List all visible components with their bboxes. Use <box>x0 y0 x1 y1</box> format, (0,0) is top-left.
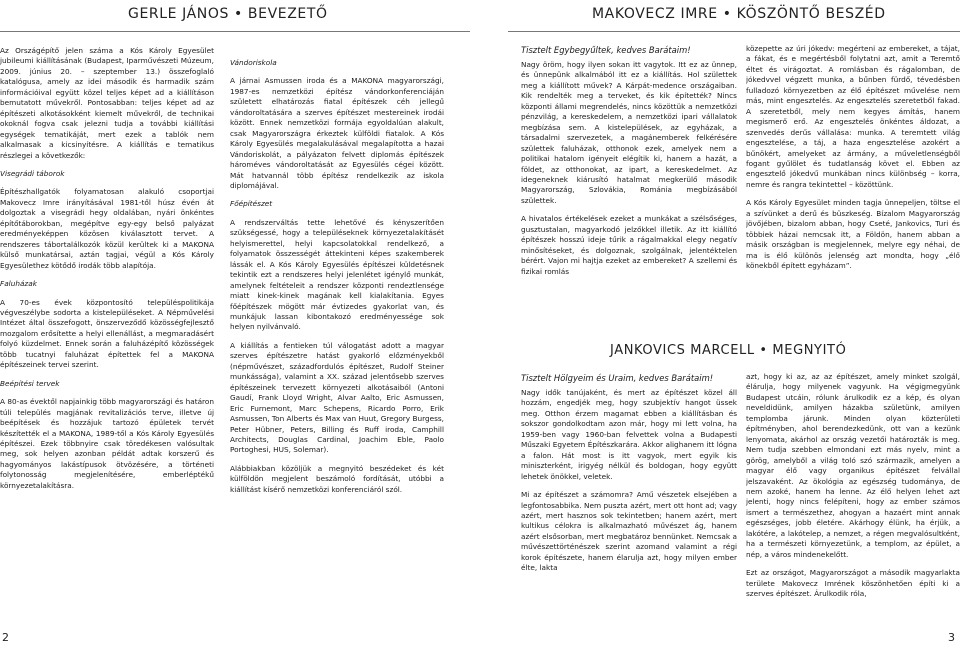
right-page-number: 3 <box>948 631 955 644</box>
exhibition-paragraph: A kiállítás a fentieken túl válogatást adott a magyar szerves építészetre hatást gyakorló előzményekből (népművészet, századfordulós építészet, Rudolf Steiner munkássága), valamint a XX. század jelentősebb szerves építészeinek tervezett környezeti alkotásaiból (Antoni Gaudí, Frank Lloyd Wright, Alvar Aalto, Eric Asmussen, Eric Furnemont, Marc Schepens, Ricardo Porro, Erik Asmussen, Ton Alberts és Max van Huut, Gregory Burgess, Peter Hübner, Peters, Billing és Ruff iroda, Camphill Architects, Douglas Cardinal, Joachim Eble, Paolo Portoghesi, HUS, Solemar). <box>230 340 444 455</box>
section-title-beepitesi: Beépítési tervek <box>0 378 60 388</box>
intro-paragraph: Az Országépítő jelen száma a Kós Károly Egyesület jubileumi kiállításának (Budapest, Iparművészeti Múzeum, 2009. június 20. – szeptember 13.) összefoglaló katalógusa, amely az idei második és harmadik szám információival együtt közel teljes képet ad a kiállításon bemutatott művekről. Pontosabban: teljes képet ad az építészeti alkotásokként kiemelt művekről, de technikai okoknál fogva csak jelezni tudja a további kiállítási egységek tematikáját, mert ezek a tablók nem alkalmasak a kicsinyítésre. A kiállítás e tematikus részlegei a következők: <box>0 46 214 160</box>
section-title-vandoriskola: Vándoriskola <box>230 58 277 67</box>
makovecz-paragraph-4: A Kós Károly Egyesület minden tagja ünnepeljen, töltse el a szívünket a derű és büszkeség. Bízalom Magyarország jövőjében, bizalom abban, hogy Cseté, Jankovics, Turi és többiek házai nemcsak itt, a Földön, hanem abban a másik országban is megjelennek, melyre egy néhai, de ma is élő különös jelenség azt mondta, hogy „élő könekből épített egyházam”. <box>746 198 960 271</box>
section-text-beepitesi: A 80-as évektől napjainkig több magyarországi és határon túli település magjának revitalizációs terve, illetve új beépítések és hozzájuk tartozó épületek tervét készítették el a MAKONA, 1989-től a Kós Károly Egyesülés építészei. Ezek többnyire csak töredékesen valósultak meg, sok helyen azonban példát adtak korszerű és hagyományos lakástípusok ötvözésére, a történeti folytonosság megjelenítésére, emberléptékű környezetalakításra. <box>0 397 214 490</box>
section-text-faluhazak: A 70-es évek központosító településpolitikája végveszélybe sodorta a kistelepüléseket. A Népművelési Intézet által összefogott, önszerveződő közösségfejlesztő mozgalom erősítette a helyi ellenállást, a megmaradásért folyó küzdelmet. Ennek során a faluházépítő közösségek több tucatnyi faluházat építettek fel a MAKONA építészeinek tervei szerint. <box>0 297 214 370</box>
section-text-foepiteszet: A rendszerváltás tette lehetővé és kényszerítően szükségessé, hogy a településeknek környezetalakításét helyismerettel, helyi kapcsolatokkal rendelkező, a folyamatok összességét áttekinteni képes szakemberek lássák el. A Kós Károly Egyesülés építészei küldetésnek tekintik ezt a rendszeres helyi jelenlétet igénylő munkát, amelynek feltételeit a rendszer központi rendeztlensége miatt kinek-kinek magának kell kialakítania. Egyes főépítészek mögött már évtizedes gyakorlat van, és munkájuk lassan kibontakozó eredményessége sok helyen nyilvánvaló. <box>230 217 444 332</box>
left-page-number: 2 <box>2 631 9 644</box>
section-text-vandoriskola: A járnai Asmussen iroda és a MAKONA magyarországi, 1987-es nemzetközi építész vándorkonferenciáján született elhatározás fiatal építészek céh jellegű vándoroltatására a szerves építészet mestereinek irodái között. Ennek nemzetközi formája egyoldalúan alakult, csak Magyarországra érkeztek külföldi fiatalok. A Kós Károly Egyesülés megalakulásával megalapította a hazai Vándoriskolát, a pályázaton felvett diplomás építészek hároméves vándoroltatását az Egyesülés cégei között. Mát hatvannál több építész rendelkezik az iskola diplomájával. <box>230 76 444 190</box>
section-title-faluhazak: Faluházak <box>0 279 37 289</box>
right-column-3-lower <box>521 372 737 617</box>
left-column-2 <box>230 58 444 618</box>
jankovics-greeting: Tisztelt Hölgyeim és Uraim, kedves Barátaim! <box>521 373 714 383</box>
right-column-3 <box>521 44 737 324</box>
jankovics-paragraph-1: Nagy idők tanújaként, és mert az építészet közel áll hozzám, engedjék meg, hogy szubjektív hangot üssek meg. Otthon érzem magamat ebben a kiállításban és sokszor gondolkodtam azon már, hogy mi lett volna, ha 1959-ben vagy 1960-ban felvettek volna a Budapesti Műszaki Egyetem Építészkarára. Akkor alighanem itt lógna a falon. Hát most is itt vagyok, mert egyik kis miniszterként, irigyég nélkül és boldogan, hogy együtt lehetek önökkel, veletek. <box>521 388 737 481</box>
right-column-4 <box>746 44 960 329</box>
left-page-header: GERLE JÁNOS • BEVEZETŐ <box>128 6 328 22</box>
jankovics-paragraph-2: Mi az építészet a számomra? Amű vészetek elsejében a legfontosabbika. Nem puszta azért, mert ott hont ad; vagy azért, mert hasznos sok tekintetben; hanem azért, mert kultikus célokra is alkalmazható művészet ág, hanem azért elsősorban, mert megbatároz bennünket. Nemcsak a művészettörténészek szerint azomand valamint a régi korok építészete, hanem élarulja azt, hogy milyen ember élte, lakta <box>521 490 737 573</box>
section-text-visegradi: Építészhallgatók folyamatosan alakuló csoportjai Makovecz Imre irányításával 1981-től húsz évén át dolgoztak a visegrádi hegy oldalában, nyári önkéntes építőtáborokban, megépítve egy-egy belső palyázat eredményeképpen közösen kiválasztott tervet. A rendszeres tábortalálkozók közül kerültek ki a MAKONA külső munkatársai, aztán tagjai, végül a Kós Károly Egyesülethez kötődő irodák több alapítója. <box>0 187 214 270</box>
closing-paragraph: Alábbiakban közöljük a megnyitó beszédeket és két külföldön megjelent beszámoló fordítását, utóbbi a kiállítást kísérő nemzetközi konferenciáról szól. <box>230 463 444 494</box>
jankovics-paragraph-4: Ezt az országot, Magyarországot a második magyarlakta területe Makovecz Imrének köszönhetően építi ki a szerves építészet. Árulkodik róla, <box>746 568 960 599</box>
makovecz-paragraph-2: A hivatalos értékelések ezeket a munkákat a szélsőséges, gusztustalan, magyarkodó jelzőkkel illetik. Az itt kiállító építészek hosszú ideje tűrik a rágalmakkal elegy negatív minősítéseket, és dolgoznak, szolgálnak, jelentéktelen bérért. Vajon mi hajtja ezeket az embereket? A szellemi és fizikai romlás <box>521 214 737 276</box>
makovecz-greeting: Tisztelt Egybegyűltek, kedves Barátaim! <box>521 45 691 55</box>
jankovics-paragraph-3: azt, hogy ki az, az az építészet, amely minket szolgál, élárulja, hogy milyenek vagyunk. Ha végigmegyünk Budapest utcáin, rólunk árulkodik ez a kép, és olyan neveldidünk, amilyen házakba születünk, amilyen templomba járunk. Minden olyan közterületi építményben, ahol berendezkedünk, ott van a kezünk lenyomata, akárhol az ország vezetői határozták is meg. Nem tudja szebben elmondani ezt más nyelv, mint a görög, amelyből a világ toló szó származik, amelyen a magyar élő vagy organikus építészet felvállal jelszavaként. Az ökológia az egészség tudománya, de nem azoké, hanem ha lenne. Az élő helyen lehet azt jelenti, hogy nincs felépíteni, hogy az ember számos ismert a természethez, ahogyan a hazaért mint annak egészséges, jobb életére. Akárhogy élünk, ha érjük, a lakótére, a lakótelep, a nemzet, a régen megvalósultként, ha a természeti környezetünk, a templom, az épület, a nép, a város mindenekelőtt. <box>746 372 960 559</box>
makovecz-paragraph-1: Nagy öröm, hogy ilyen sokan itt vagytok. Itt ez az ünnep, és ünnepünk alkalmából itt ez a kiállítás. Hol születtek meg a kiállított művek? A Kárpát-medence országaiban. Kik rendelték meg a terveket, és kik építették? Nincs központi állami megrendelés, nincs közöttük a nemzetközi pénzvilág, a kereskedelem, a nemzetközi ipari vállalatok megbízása sem. A kistelepülések, az egyházak, a társadalmi szervezetek, a magánemberek felkérésére születtek faluházak, otthonok ezek, amelyek nem a politikai hatalom igényeit elégítik ki, hanem a hazát, a földet, az otthonokat, az ipart, a kereskedelmet. Az idegeneknek kiárusító hatalmat megkerülő második Magyarország, Szlovákia, Románia megbízásából születtek. <box>521 60 737 205</box>
left-column-1 <box>0 46 214 616</box>
section-title-foepiteszet: Főépítészet <box>230 199 273 209</box>
makovecz-paragraph-3: közepette az úri jókedv: megérteni az embereket, a tájat, a fákat, és e megértésből folytatni azt, amit a Teremtő éltet és virágoztat. A romlásban és rágalomban, de jókedvvel végzett munka, a bűnben fürdő, tévedésben fulladozó környezetben az élő építészet művelése nem más, mint engesztelés. Az engesztelés szeretetből fakad. A szeretetből, mely nem kegyes ámítás, hanem megismerő erő. Az engesztelés önkéntes áldozat, a szenvedés derűs vállalása: munka. A teremtett világ engesztelése, a táj, a haza engesztelése azokért a bűnökért, amelyeket az ármány, a műveletlenségből fogant gyűlölet és tudatlanság követ el. Ebben az engesztelő jókedvű munkában nincs különbség – korra, nemre és rangra tekintettel – közöttünk. <box>746 44 960 189</box>
right-page-header: MAKOVECZ IMRE • KÖSZÖNTŐ BESZÉD <box>592 6 886 22</box>
left-header-rule <box>0 31 470 32</box>
section-title-visegradi: Visegrádi táborok <box>0 168 65 178</box>
right-column-4-lower <box>746 372 960 617</box>
right-header-rule <box>508 31 960 32</box>
jankovics-header: JANKOVICS MARCELL • MEGNYITÓ <box>610 343 847 358</box>
